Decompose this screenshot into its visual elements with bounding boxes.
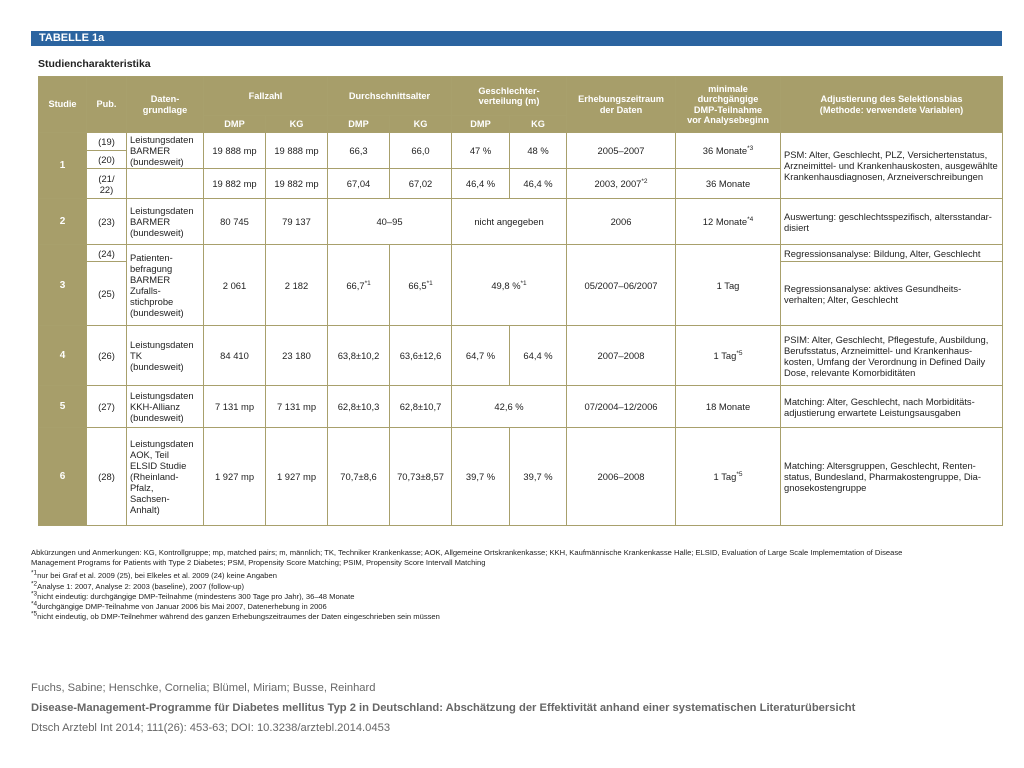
header-geschlecht-kg: KG	[510, 116, 567, 133]
adjustierung: PSM: Alter, Geschlecht, PLZ, Versichertenstatus, Arzneimittel- und Krankenhauskosten, ausgewählte Krankenhausdiagnosen, Arzneiverschreibungen	[781, 133, 1003, 199]
citation-source: Dtsch Arztebl Int 2014; 111(26): 453-63; DOI: 10.3238/arztebl.2014.0453	[31, 722, 391, 734]
fallzahl-dmp: 2 061	[204, 245, 266, 326]
footnote-mark: *3	[747, 144, 754, 152]
fallzahl-dmp: 7 131 mp	[204, 386, 266, 428]
header-alter-dmp: DMP	[328, 116, 390, 133]
footnote-1	[31, 571, 1011, 581]
minimale-teilnahme	[676, 326, 781, 386]
table-subtitle: Studiencharakteristika	[38, 58, 151, 70]
minimale-teilnahme: 36 Monate	[676, 169, 781, 199]
data-source: Leistungsdaten KKH-Allianz (bundesweit)	[127, 386, 204, 428]
fallzahl-kg: 19 888 mp	[266, 133, 328, 169]
minimale-teilnahme	[676, 133, 781, 169]
table-row	[39, 386, 1003, 428]
pub-ref: (20)	[87, 151, 127, 169]
pub-ref: (21/ 22)	[87, 169, 127, 199]
footnote-mark: *5	[736, 470, 743, 478]
pub-ref: (28)	[87, 428, 127, 526]
footnote-text: nur bei Graf et al. 2009 (25), bei Elkeles et al. 2009 (24) keine Angaben	[37, 571, 277, 581]
footnote-mark: *2	[31, 580, 38, 588]
minimale-teilnahme-value: 1 Tag	[713, 471, 737, 482]
header-fallzahl-dmp: DMP	[204, 116, 266, 133]
data-source-cont	[127, 169, 204, 199]
fallzahl-kg: 23 180	[266, 326, 328, 386]
alter-kg: 70,73±8,57	[390, 428, 452, 526]
geschlecht: nicht angegeben	[452, 199, 567, 245]
table-row	[39, 133, 1003, 151]
alter-kg: 62,8±10,7	[390, 386, 452, 428]
table-row	[39, 199, 1003, 245]
data-source: Leistungsdaten TK (bundesweit)	[127, 326, 204, 386]
pub-ref: (25)	[87, 262, 127, 326]
alter-dmp: 62,8±10,3	[328, 386, 390, 428]
minimale-teilnahme: 18 Monate	[676, 386, 781, 428]
fallzahl-kg: 79 137	[266, 199, 328, 245]
study-number: 5	[39, 386, 87, 428]
erhebungszeitraum: 05/2007–06/2007	[567, 245, 676, 326]
footnote-text: nicht eindeutig: durchgängige DMP-Teilnahme (mindestens 300 Tage pro Jahr), 36–48 Monate	[37, 591, 355, 601]
erhebungszeitraum	[567, 169, 676, 199]
adjustierung: Matching: Altersgruppen, Geschlecht, Renten- status, Bundesland, Pharmakostengruppe, Dia- gnosekostengruppe	[781, 428, 1003, 526]
footnote-mark: *1	[31, 569, 38, 577]
table-row	[39, 326, 1003, 386]
geschlecht-dmp: 47 %	[452, 133, 510, 169]
alter-kg: 66,0	[390, 133, 452, 169]
geschlecht-dmp: 64,7 %	[452, 326, 510, 386]
fallzahl-dmp: 84 410	[204, 326, 266, 386]
header-datengrundlage: Daten- grundlage	[127, 77, 204, 133]
header-pub: Pub.	[87, 77, 127, 133]
footnote-2	[31, 582, 1011, 592]
geschlecht-kg: 48 %	[510, 133, 567, 169]
adjustierung: Regressionsanalyse: Bildung, Alter, Geschlecht	[781, 245, 1003, 262]
table-footnotes	[31, 548, 1011, 622]
footnote-mark: *1	[520, 279, 527, 287]
fallzahl-dmp: 80 745	[204, 199, 266, 245]
erhebungszeitraum: 2005–2007	[567, 133, 676, 169]
study-number: 1	[39, 133, 87, 199]
citation	[31, 678, 1011, 738]
footnote-mark: *4	[31, 600, 38, 608]
data-source: Leistungsdaten BARMER (bundesweit)	[127, 199, 204, 245]
citation-title: Disease-Management-Programme für Diabetes mellitus Typ 2 in Deutschland: Abschätzung der Effektivität anhand einer systematischen Literaturübersicht	[31, 702, 856, 714]
header-erhebungszeitraum: Erhebungszeitraum der Daten	[567, 77, 676, 133]
geschlecht-kg: 39,7 %	[510, 428, 567, 526]
minimale-teilnahme-value: 12 Monate	[702, 216, 748, 227]
footnote-text: durchgängige DMP-Teilnahme von Januar 2006 bis Mai 2007, Datenerhebung in 2006	[37, 602, 327, 612]
header-minimale-teilnahme: minimale durchgängige DMP-Teilnahme vor Analysebeginn	[676, 77, 781, 133]
pub-ref: (19)	[87, 133, 127, 151]
alter-dmp: 67,04	[328, 169, 390, 199]
geschlecht-value: 49,8 %	[491, 279, 521, 291]
citation-authors: Fuchs, Sabine; Henschke, Cornelia; Blümel, Miriam; Busse, Reinhard	[31, 682, 376, 694]
table-row	[39, 428, 1003, 526]
footnote-mark: *2	[641, 177, 648, 185]
footnote-5	[31, 612, 1011, 622]
fallzahl-dmp: 19 888 mp	[204, 133, 266, 169]
table-banner: TABELLE 1a	[31, 31, 1002, 46]
alter-kg	[390, 245, 452, 326]
erhebungszeitraum: 2007–2008	[567, 326, 676, 386]
header-geschlecht-dmp: DMP	[452, 116, 510, 133]
header-alter-kg: KG	[390, 116, 452, 133]
header-fallzahl: Fallzahl	[204, 77, 328, 116]
study-number: 4	[39, 326, 87, 386]
fallzahl-dmp: 19 882 mp	[204, 169, 266, 199]
adjustierung: Auswertung: geschlechtsspezifisch, altersstandar- disiert	[781, 199, 1003, 245]
minimale-teilnahme: 1 Tag	[676, 245, 781, 326]
adjustierung: PSIM: Alter, Geschlecht, Pflegestufe, Ausbildung, Berufsstatus, Arzneimittel- und Krankenhaus- kosten, Umfang der Verordnung in Defined Daily Dose, relevante Komorbiditäten	[781, 326, 1003, 386]
alter-kg-value: 66,5	[408, 279, 427, 291]
data-source: Leistungsdaten BARMER (bundesweit)	[127, 133, 204, 169]
pub-ref: (23)	[87, 199, 127, 245]
study-number: 2	[39, 199, 87, 245]
fallzahl-kg: 2 182	[266, 245, 328, 326]
minimale-teilnahme	[676, 199, 781, 245]
pub-ref: (27)	[87, 386, 127, 428]
study-number: 3	[39, 245, 87, 326]
footnote-text: nicht eindeutig, ob DMP-Teilnehmer während des ganzen Erhebungszeitraumes der Daten eingeschrieben sein müssen	[37, 612, 440, 622]
footnote-text: Analyse 1: 2007, Analyse 2: 2003 (baseline), 2007 (follow-up)	[37, 581, 245, 591]
erhebungszeitraum: 07/2004–12/2006	[567, 386, 676, 428]
footnote-mark: *3	[31, 590, 38, 598]
adjustierung: Regressionsanalyse: aktives Gesundheits- verhalten; Alter, Geschlecht	[781, 262, 1003, 326]
adjustierung: Matching: Alter, Geschlecht, nach Morbiditäts- adjustierung erwartete Leistungsausgaben	[781, 386, 1003, 428]
alter-dmp: 66,3	[328, 133, 390, 169]
footnote-3	[31, 592, 1011, 602]
fallzahl-kg: 7 131 mp	[266, 386, 328, 428]
minimale-teilnahme-value: 36 Monate	[702, 145, 748, 156]
table-row	[39, 245, 1003, 262]
alter-kg: 67,02	[390, 169, 452, 199]
pub-ref: (24)	[87, 245, 127, 262]
fallzahl-kg: 19 882 mp	[266, 169, 328, 199]
alter-range: 40–95	[328, 199, 452, 245]
fallzahl-dmp: 1 927 mp	[204, 428, 266, 526]
abbreviations-line-2: Management Programs for Patients with Type 2 Diabetes; PSM, Propensity Score Matching; PSIM, Propensity Score Intervall Matching	[31, 558, 486, 568]
data-source: Patienten- befragung BARMER Zufalls- stichprobe (bundesweit)	[127, 245, 204, 326]
alter-dmp-value: 66,7	[346, 279, 365, 291]
geschlecht: 42,6 %	[452, 386, 567, 428]
erhebungszeitraum: 2006	[567, 199, 676, 245]
footnote-mark: *1	[426, 279, 433, 287]
footnote-4	[31, 602, 1011, 612]
study-number: 6	[39, 428, 87, 526]
geschlecht	[452, 245, 567, 326]
footnote-mark: *5	[31, 610, 38, 618]
minimale-teilnahme	[676, 428, 781, 526]
geschlecht-kg: 46,4 %	[510, 169, 567, 199]
minimale-teilnahme-value: 1 Tag	[713, 350, 737, 361]
erhebungszeitraum-value: 2003, 2007	[594, 178, 642, 189]
study-table	[38, 76, 1003, 526]
header-adjustierung: Adjustierung des Selektionsbias (Methode: verwendete Variablen)	[781, 77, 1003, 133]
footnote-mark: *5	[736, 349, 743, 357]
footnote-mark: *4	[747, 215, 754, 223]
fallzahl-kg: 1 927 mp	[266, 428, 328, 526]
alter-kg: 63,6±12,6	[390, 326, 452, 386]
header-studie: Studie	[39, 77, 87, 133]
geschlecht-kg: 64,4 %	[510, 326, 567, 386]
geschlecht-dmp: 39,7 %	[452, 428, 510, 526]
data-source: Leistungsdaten AOK, Teil ELSID Studie (Rheinland- Pfalz, Sachsen- Anhalt)	[127, 428, 204, 526]
alter-dmp: 70,7±8,6	[328, 428, 390, 526]
alter-dmp: 63,8±10,2	[328, 326, 390, 386]
header-geschlecht: Geschlechter- verteilung (m)	[452, 77, 567, 116]
geschlecht-dmp: 46,4 %	[452, 169, 510, 199]
erhebungszeitraum: 2006–2008	[567, 428, 676, 526]
footnote-mark: *1	[364, 279, 371, 287]
alter-dmp	[328, 245, 390, 326]
abbreviations-line-1: Abkürzungen und Anmerkungen: KG, Kontrollgruppe; mp, matched pairs; m, männlich; TK, Techniker Krankenkasse; AOK, Allgemeine Ortskrankenkasse; KKH, Kaufmännische Krankenkasse Halle; ELSID, Evaluation of Large Scale Implememtation of Disease	[31, 548, 903, 557]
header-fallzahl-kg: KG	[266, 116, 328, 133]
pub-ref: (26)	[87, 326, 127, 386]
header-durchschnittsalter: Durchschnittsalter	[328, 77, 452, 116]
